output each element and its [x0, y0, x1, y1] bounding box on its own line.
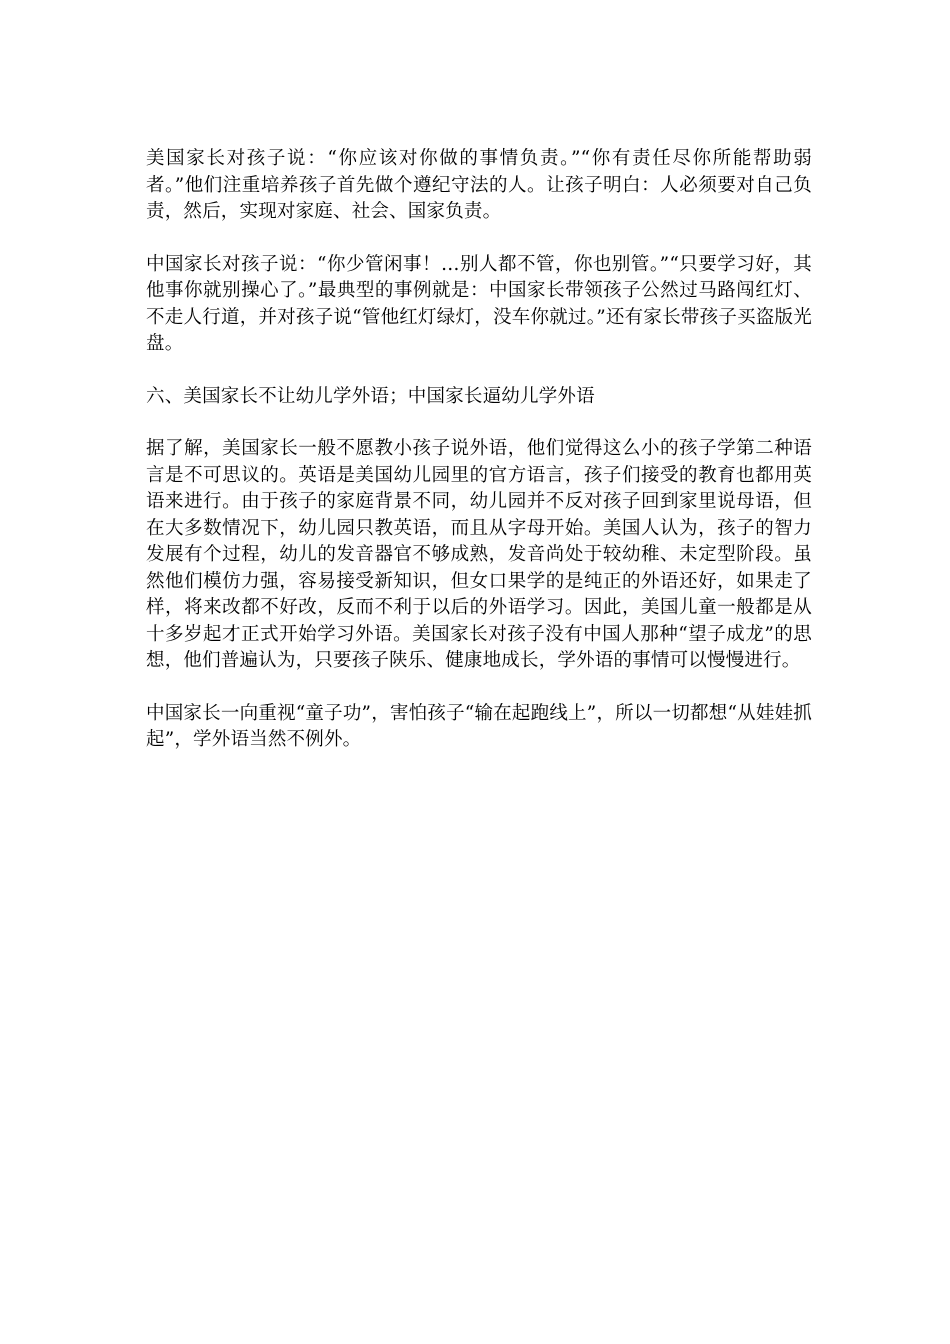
section-heading-six: 六、美国家长不让幼儿学外语；中国家长逼幼儿学外语: [146, 385, 595, 407]
document-body: [146, 146, 812, 780]
paragraph-american-responsibility: 美国家长对孩子说：“你应该对你做的事情负责。”“你有责任尽你所能帮助弱者。”他们注重培养孩子首先做个遵纪守法的人。让孩子明白：人必须要对自己负责，然后，实现对家庭、社会、国家负责。: [146, 148, 812, 222]
paragraph-chinese-responsibility: 中国家长对孩子说：“你少管闲事！…别人都不管，你也别管。”“只要学习好，其他事你就别操心了。”最典型的事例就是：中国家长带领孩子公然过马路闯红灯、不走人行道，并对孩子说“管他红灯绿灯，没车你就过。”还有家长带孩子买盗版光盘。: [146, 253, 812, 354]
paragraph-chinese-foreign-language: 中国家长一向重视“童子功”，害怕孩子“输在起跑线上”，所以一切都想“从娃娃抓起”，学外语当然不例外。: [146, 702, 812, 750]
paragraph-american-foreign-language: 据了解，美国家长一般不愿教小孩子说外语，他们觉得这么小的孩子学第二种语言是不可思议的。英语是美国幼儿园里的官方语言，孩子们接受的教育也都用英语来进行。由于孩子的家庭背景不同，幼儿园并不反对孩子回到家里说母语，但在大多数情况下，幼儿园只教英语，而且从字母开始。美国人认为，孩子的智力发展有个过程，幼儿的发音器官不够成熟，发音尚处于较幼稚、未定型阶段。虽然他们模仿力强，容易接受新知识，但女口果学的是纯正的外语还好，如果走了样，将来改都不好改，反而不利于以后的外语学习。因此，美国儿童一般都是从十多岁起才正式开始学习外语。美国家长对孩子没有中国人那种“望子成龙”的思想，他们普遍认为，只要孩子陕乐、健康地成长，学外语的事情可以慢慢进行。: [146, 438, 812, 671]
